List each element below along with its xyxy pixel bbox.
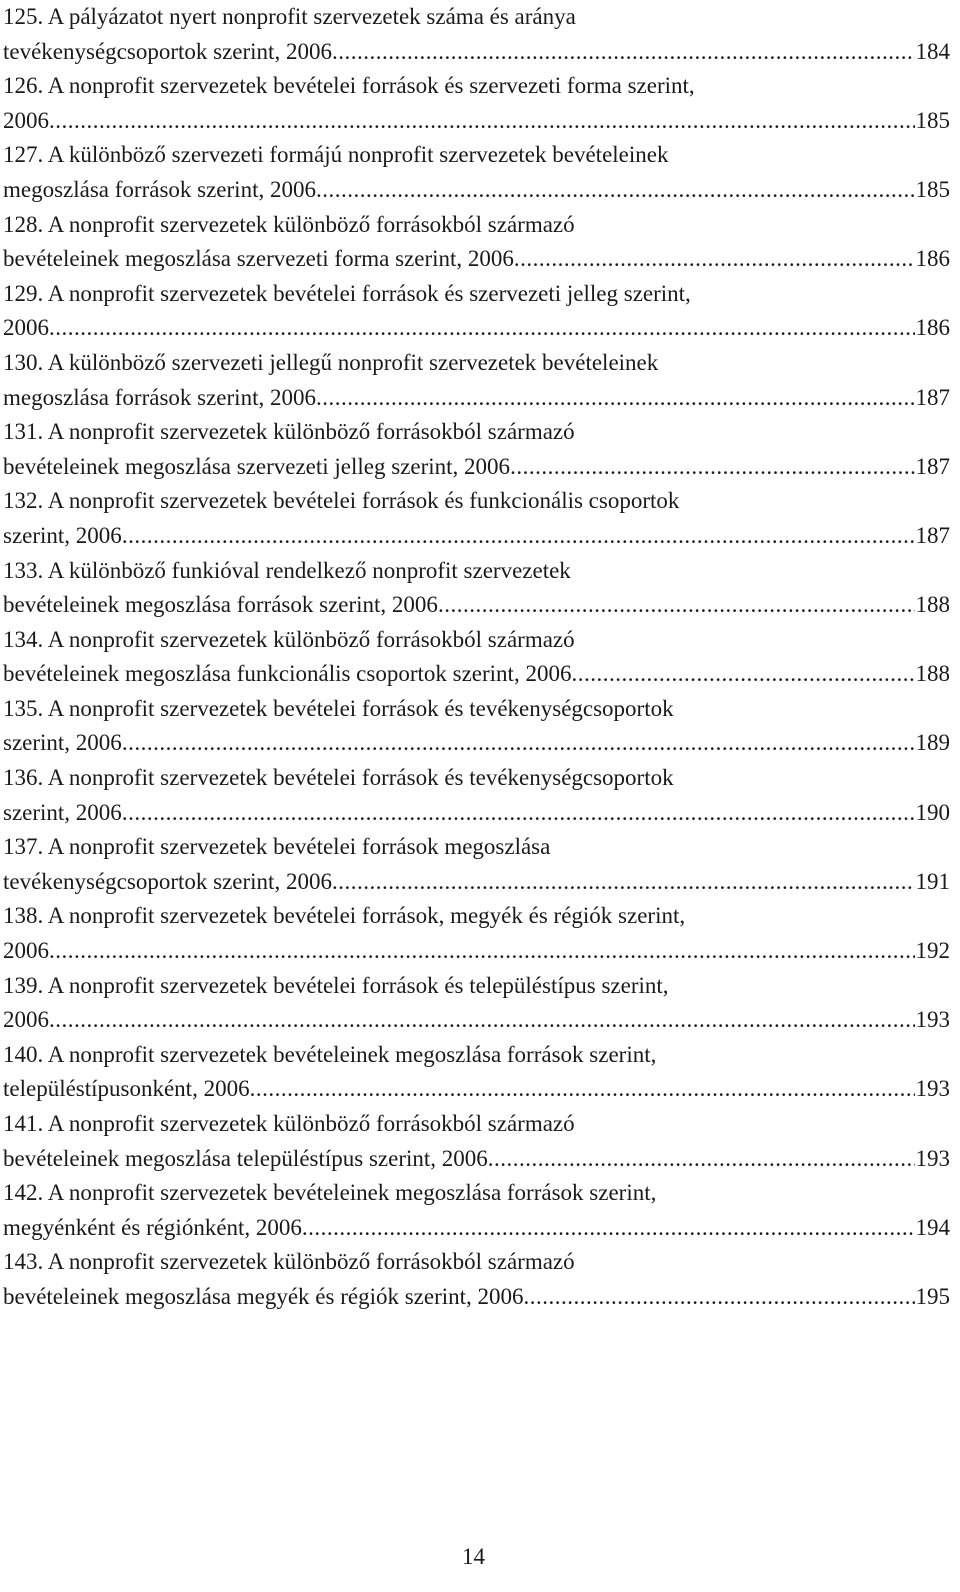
dot-leader	[316, 381, 915, 416]
toc-entry-title-line: 133. A különböző funkióval rendelkező nonprofit szervezetek	[3, 557, 571, 583]
toc-entry-title-line: szerint, 2006	[3, 522, 122, 548]
dot-leader	[332, 35, 915, 70]
toc-entry-title-line: megoszlása források szerint, 2006	[3, 384, 316, 410]
dot-leader	[122, 519, 915, 554]
toc-entry-title-line: 2006	[3, 107, 49, 133]
dot-leader	[49, 311, 915, 346]
toc-page-number: 193	[915, 1076, 950, 1102]
toc-entry-title-line: 130. A különböző szervezeti jellegű nonprofit szervezetek bevételeinek	[3, 349, 659, 375]
toc-entry-title-line: 136. A nonprofit szervezetek bevételei források és tevékenységcsoportok	[3, 765, 674, 791]
toc-entry-title-line: 135. A nonprofit szervezetek bevételei források és tevékenységcsoportok	[3, 695, 674, 721]
toc-entry-title-line: 137. A nonprofit szervezetek bevételei források megoszlása	[3, 834, 551, 860]
toc-entry-title-line: tevékenységcsoportok szerint, 2006	[3, 868, 332, 894]
toc-entry-title-line: 139. A nonprofit szervezetek bevételei források és településtípus szerint,	[3, 972, 669, 998]
toc-entry-title-line: bevételeinek megoszlása funkcionális csoportok szerint, 2006	[3, 661, 572, 687]
toc-entry-137[interactable]	[3, 830, 950, 899]
toc-page-number: 185	[915, 107, 950, 133]
toc-entry-title-line: 2006	[3, 1007, 49, 1033]
toc-entry-126[interactable]	[3, 69, 950, 138]
toc-entry-title-line: 129. A nonprofit szervezetek bevételei források és szervezeti jelleg szerint,	[3, 280, 691, 306]
toc-page-number: 188	[915, 661, 950, 687]
toc-entry-title-line: szerint, 2006	[3, 799, 122, 825]
toc-page-number: 192	[915, 938, 950, 964]
dot-leader	[302, 1211, 915, 1246]
toc-page-number: 186	[915, 315, 950, 341]
toc-page-number: 187	[915, 384, 950, 410]
toc-entry-125[interactable]	[3, 0, 950, 69]
toc-entry-title-line: bevételeinek megoszlása szervezeti forma szerint, 2006	[3, 246, 514, 272]
toc-entry-title-line: 127. A különböző szervezeti formájú nonprofit szervezetek bevételeinek	[3, 142, 669, 168]
toc-entry-132[interactable]	[3, 484, 950, 553]
dot-leader	[49, 104, 915, 139]
toc-page-number: 187	[915, 522, 950, 548]
toc-entry-title-line: 140. A nonprofit szervezetek bevételeinek megoszlása források szerint,	[3, 1041, 657, 1067]
toc-entry-title-line: 2006	[3, 315, 49, 341]
toc-page-number: 193	[915, 1007, 950, 1033]
toc-entry-title-line: megoszlása források szerint, 2006	[3, 176, 316, 202]
toc-entry-140[interactable]	[3, 1038, 950, 1107]
toc-entry-134[interactable]	[3, 623, 950, 692]
toc-entry-title-line: megyénként és régiónként, 2006	[3, 1214, 302, 1240]
toc-entry-title-line: bevételeinek megoszlása településtípus szerint, 2006	[3, 1145, 488, 1171]
table-of-contents	[3, 0, 950, 1315]
toc-entry-136[interactable]	[3, 761, 950, 830]
dot-leader	[250, 1072, 915, 1107]
toc-entry-135[interactable]	[3, 692, 950, 761]
dot-leader	[488, 1142, 915, 1177]
toc-page-number: 194	[915, 1214, 950, 1240]
toc-entry-141[interactable]	[3, 1107, 950, 1176]
toc-entry-title-line: bevételeinek megoszlása megyék és régiók szerint, 2006	[3, 1283, 524, 1309]
dot-leader	[49, 1003, 915, 1038]
toc-entry-129[interactable]	[3, 277, 950, 346]
toc-page-number: 191	[915, 868, 950, 894]
toc-page-number: 186	[915, 246, 950, 272]
dot-leader	[122, 796, 915, 831]
toc-page-number: 193	[915, 1145, 950, 1171]
toc-entry-title-line: 2006	[3, 938, 49, 964]
toc-entry-title-line: 126. A nonprofit szervezetek bevételei források és szervezeti forma szerint,	[3, 73, 695, 99]
toc-entry-title-line: 138. A nonprofit szervezetek bevételei források, megyék és régiók szerint,	[3, 903, 686, 929]
toc-entry-143[interactable]	[3, 1245, 950, 1314]
toc-entry-130[interactable]	[3, 346, 950, 415]
dot-leader	[438, 588, 915, 623]
dot-leader	[316, 173, 915, 208]
toc-entry-title-line: 128. A nonprofit szervezetek különböző forrásokból származó	[3, 211, 575, 237]
toc-entry-title-line: 143. A nonprofit szervezetek különböző forrásokból származó	[3, 1249, 575, 1275]
toc-entry-title-line: településtípusonként, 2006	[3, 1076, 250, 1102]
toc-entry-title-line: 141. A nonprofit szervezetek különböző forrásokból származó	[3, 1111, 575, 1136]
dot-leader	[49, 934, 915, 969]
dot-leader	[524, 1280, 915, 1315]
toc-page-number: 185	[915, 176, 950, 202]
dot-leader	[122, 726, 915, 761]
toc-entry-142[interactable]	[3, 1176, 950, 1245]
toc-page-number: 195	[915, 1283, 950, 1309]
page-number: 14	[462, 1544, 485, 1569]
toc-entry-title-line: bevételeinek megoszlása források szerint, 2006	[3, 592, 438, 618]
toc-page-number: 190	[915, 799, 950, 825]
toc-entry-title-line: 131. A nonprofit szervezetek különböző forrásokból származó	[3, 419, 575, 445]
dot-leader	[571, 657, 914, 692]
dot-leader	[332, 865, 915, 900]
toc-page-number: 187	[915, 453, 950, 479]
toc-entry-128[interactable]	[3, 208, 950, 277]
toc-page-number: 184	[915, 38, 950, 64]
toc-entry-title-line: 125. A pályázatot nyert nonprofit szervezetek száma és aránya	[3, 4, 576, 29]
toc-entry-139[interactable]	[3, 969, 950, 1038]
toc-entry-138[interactable]	[3, 899, 950, 968]
toc-entry-title-line: 134. A nonprofit szervezetek különböző forrásokból származó	[3, 626, 575, 652]
toc-page-number: 188	[915, 592, 950, 618]
dot-leader	[510, 450, 914, 485]
dot-leader	[514, 242, 915, 277]
toc-entry-title-line: bevételeinek megoszlása szervezeti jelleg szerint, 2006	[3, 453, 511, 479]
toc-entry-127[interactable]	[3, 138, 950, 207]
toc-entry-131[interactable]	[3, 415, 950, 484]
toc-entry-title-line: szerint, 2006	[3, 730, 122, 756]
toc-entry-title-line: 142. A nonprofit szervezetek bevételeinek megoszlása források szerint,	[3, 1180, 657, 1206]
toc-entry-133[interactable]	[3, 554, 950, 623]
toc-entry-title-line: 132. A nonprofit szervezetek bevételei források és funkcionális csoportok	[3, 488, 680, 514]
toc-page-number: 189	[915, 730, 950, 756]
toc-entry-title-line: tevékenységcsoportok szerint, 2006	[3, 38, 332, 64]
